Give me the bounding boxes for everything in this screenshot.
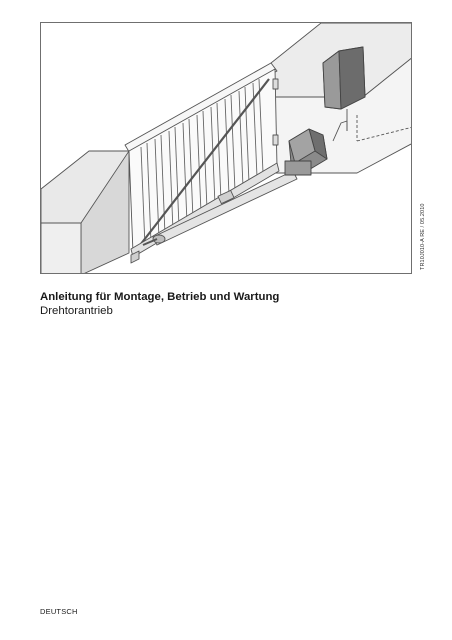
swing-gate-operator-illustration — [41, 23, 412, 274]
document-subtitle: Drehtorantrieb — [40, 305, 113, 317]
gate-leaf — [125, 63, 279, 257]
document-title: Anleitung für Montage, Betrieb und Wartung — [40, 291, 280, 303]
left-pillar — [41, 151, 129, 274]
document-code: TR10J010-A RE / 05.2010 — [420, 203, 426, 270]
language-label: DEUTSCH — [40, 607, 78, 616]
gate-illustration-frame — [40, 22, 412, 274]
